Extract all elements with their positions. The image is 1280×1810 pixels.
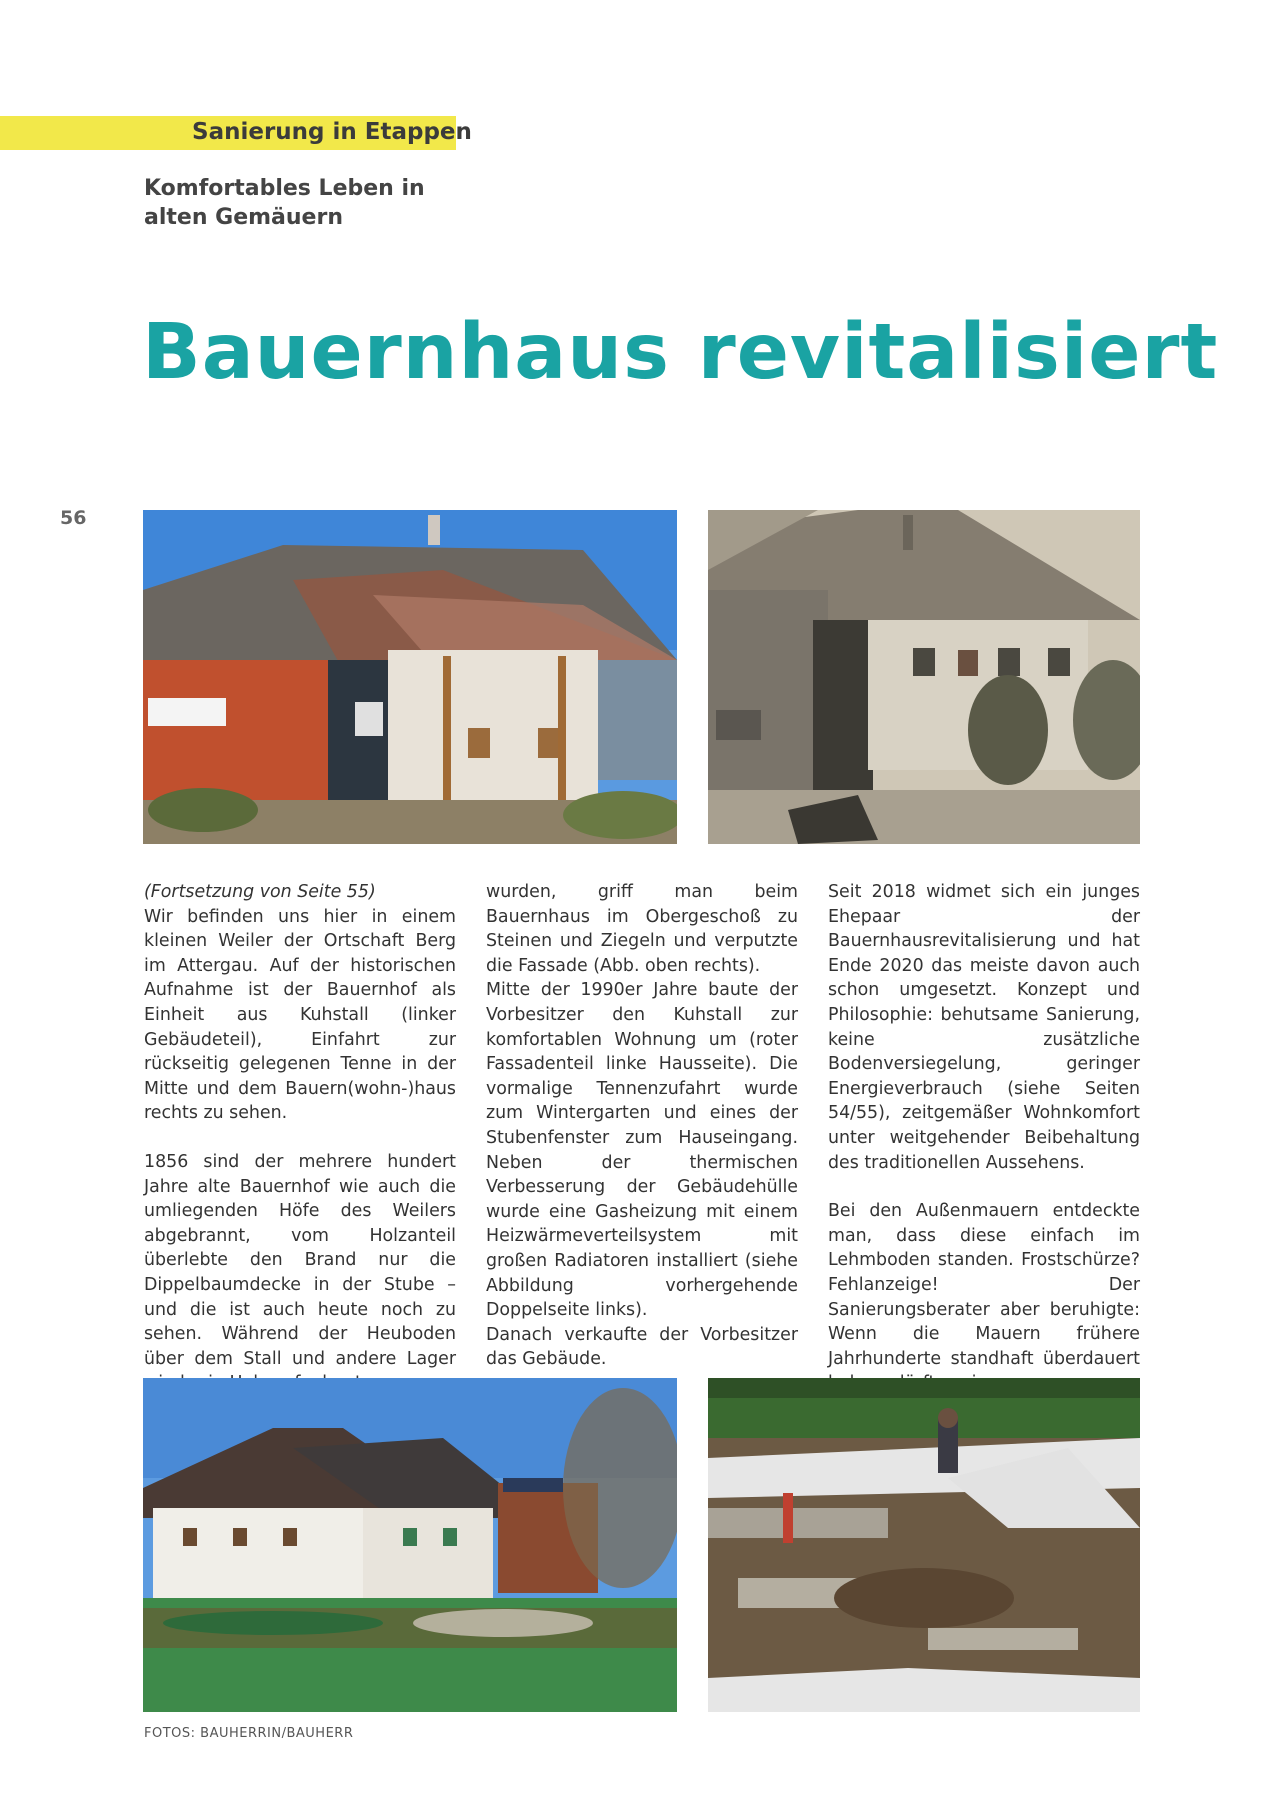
col2-paragraph-3: Danach verkaufte der Vorbesitzer das Gebäude. xyxy=(486,1324,798,1370)
col1-paragraph-2: 1856 sind der mehrere hundert Jahre alte Bauernhof wie auch die umliegenden Höfe des Weilers abgebrannt, vom Holzanteil überlebte den Brand nur die Dippelbaumdecke in der Stube – und die ist auch heute noch zu sehen. Während der Heuboden über dem Stall und andere Lager xyxy=(144,1151,456,1369)
article-column-3 xyxy=(828,880,1140,1396)
continuation-note: (Fortsetzung von Seite 55) xyxy=(144,882,376,902)
article-headline: Bauernhaus revitalisiert xyxy=(142,308,1219,397)
article-column-1 xyxy=(144,880,456,1396)
subtitle-line-2: alten Gemäuern xyxy=(144,205,343,230)
photo-farmhouse-garden xyxy=(143,1378,677,1712)
col3-paragraph-2: Bei den Außenmauern entdeckte man, dass diese einfach im Lehmboden standen. Frostschürze? Fehlanzeige! Der Sanierungsberater aber beruhigte: Wenn die Mauern frühere Jahrhunderte standhaft überdauert xyxy=(828,1201,1140,1369)
photo-historic-farmhouse xyxy=(708,510,1140,844)
col2-paragraph-1: wurden, griff man beim Bauernhaus im Obergeschoß zu Steinen und Ziegeln und verputzte die Fassade (Abb. oben rechts). xyxy=(486,882,798,976)
col2-paragraph-2: Mitte der 1990er Jahre baute der Vorbesitzer den Kuhstall zur komfortablen Wohnung um (roter Fassadenteil linke Hausseite). Die vormalige Tennenzufahrt wurde zum Wintergarten und eines der Stubenfenster zum Hauseingang. Neben der thermischen Verbesserung der Gebäudehülle wurde eine Gasheizung mit einem Heizwärmeverteilsystem mit großen Radiatoren installiert (siehe Abbildung vorhergehende Doppelseite links). xyxy=(486,980,798,1321)
section-tag: Sanierung in Etappen xyxy=(192,119,472,145)
col3-paragraph-1: Seit 2018 widmet sich ein junges Ehepaar der Bauernhausrevitalisierung und hat Ende 2020 das meiste davon auch schon umgesetzt. Konzept und Philosophie: behutsame Sanierung, keine zusätzliche Bodenversiegelung, geringer Energieverbrauch (siehe Seiten 54/55), zeitgemäßer Wohnkomfort unter weitgehender Beibehaltung des traditionellen Aussehens. xyxy=(828,882,1140,1173)
photo-renovated-farmhouse xyxy=(143,510,677,844)
article-column-2 xyxy=(486,880,798,1372)
photo-foundation-work xyxy=(708,1378,1140,1712)
subtitle-line-1: Komfortables Leben in xyxy=(144,176,425,201)
photo-credit: FOTOS: BAUHERRIN/BAUHERR xyxy=(144,1726,354,1741)
article-subtitle xyxy=(144,174,425,232)
col1-paragraph-1: Wir befinden uns hier in einem kleinen Weiler der Ortschaft Berg im Attergau. Auf der historischen Aufnahme ist der Bauernhof als Einheit aus Kuhstall (linker Gebäudeteil), Einfahrt zur rückseitig gelegenen Tenne in der Mitte und dem Bauern(wohn-)haus rechts zu sehen. xyxy=(144,906,456,1124)
page-number: 56 xyxy=(60,507,87,529)
